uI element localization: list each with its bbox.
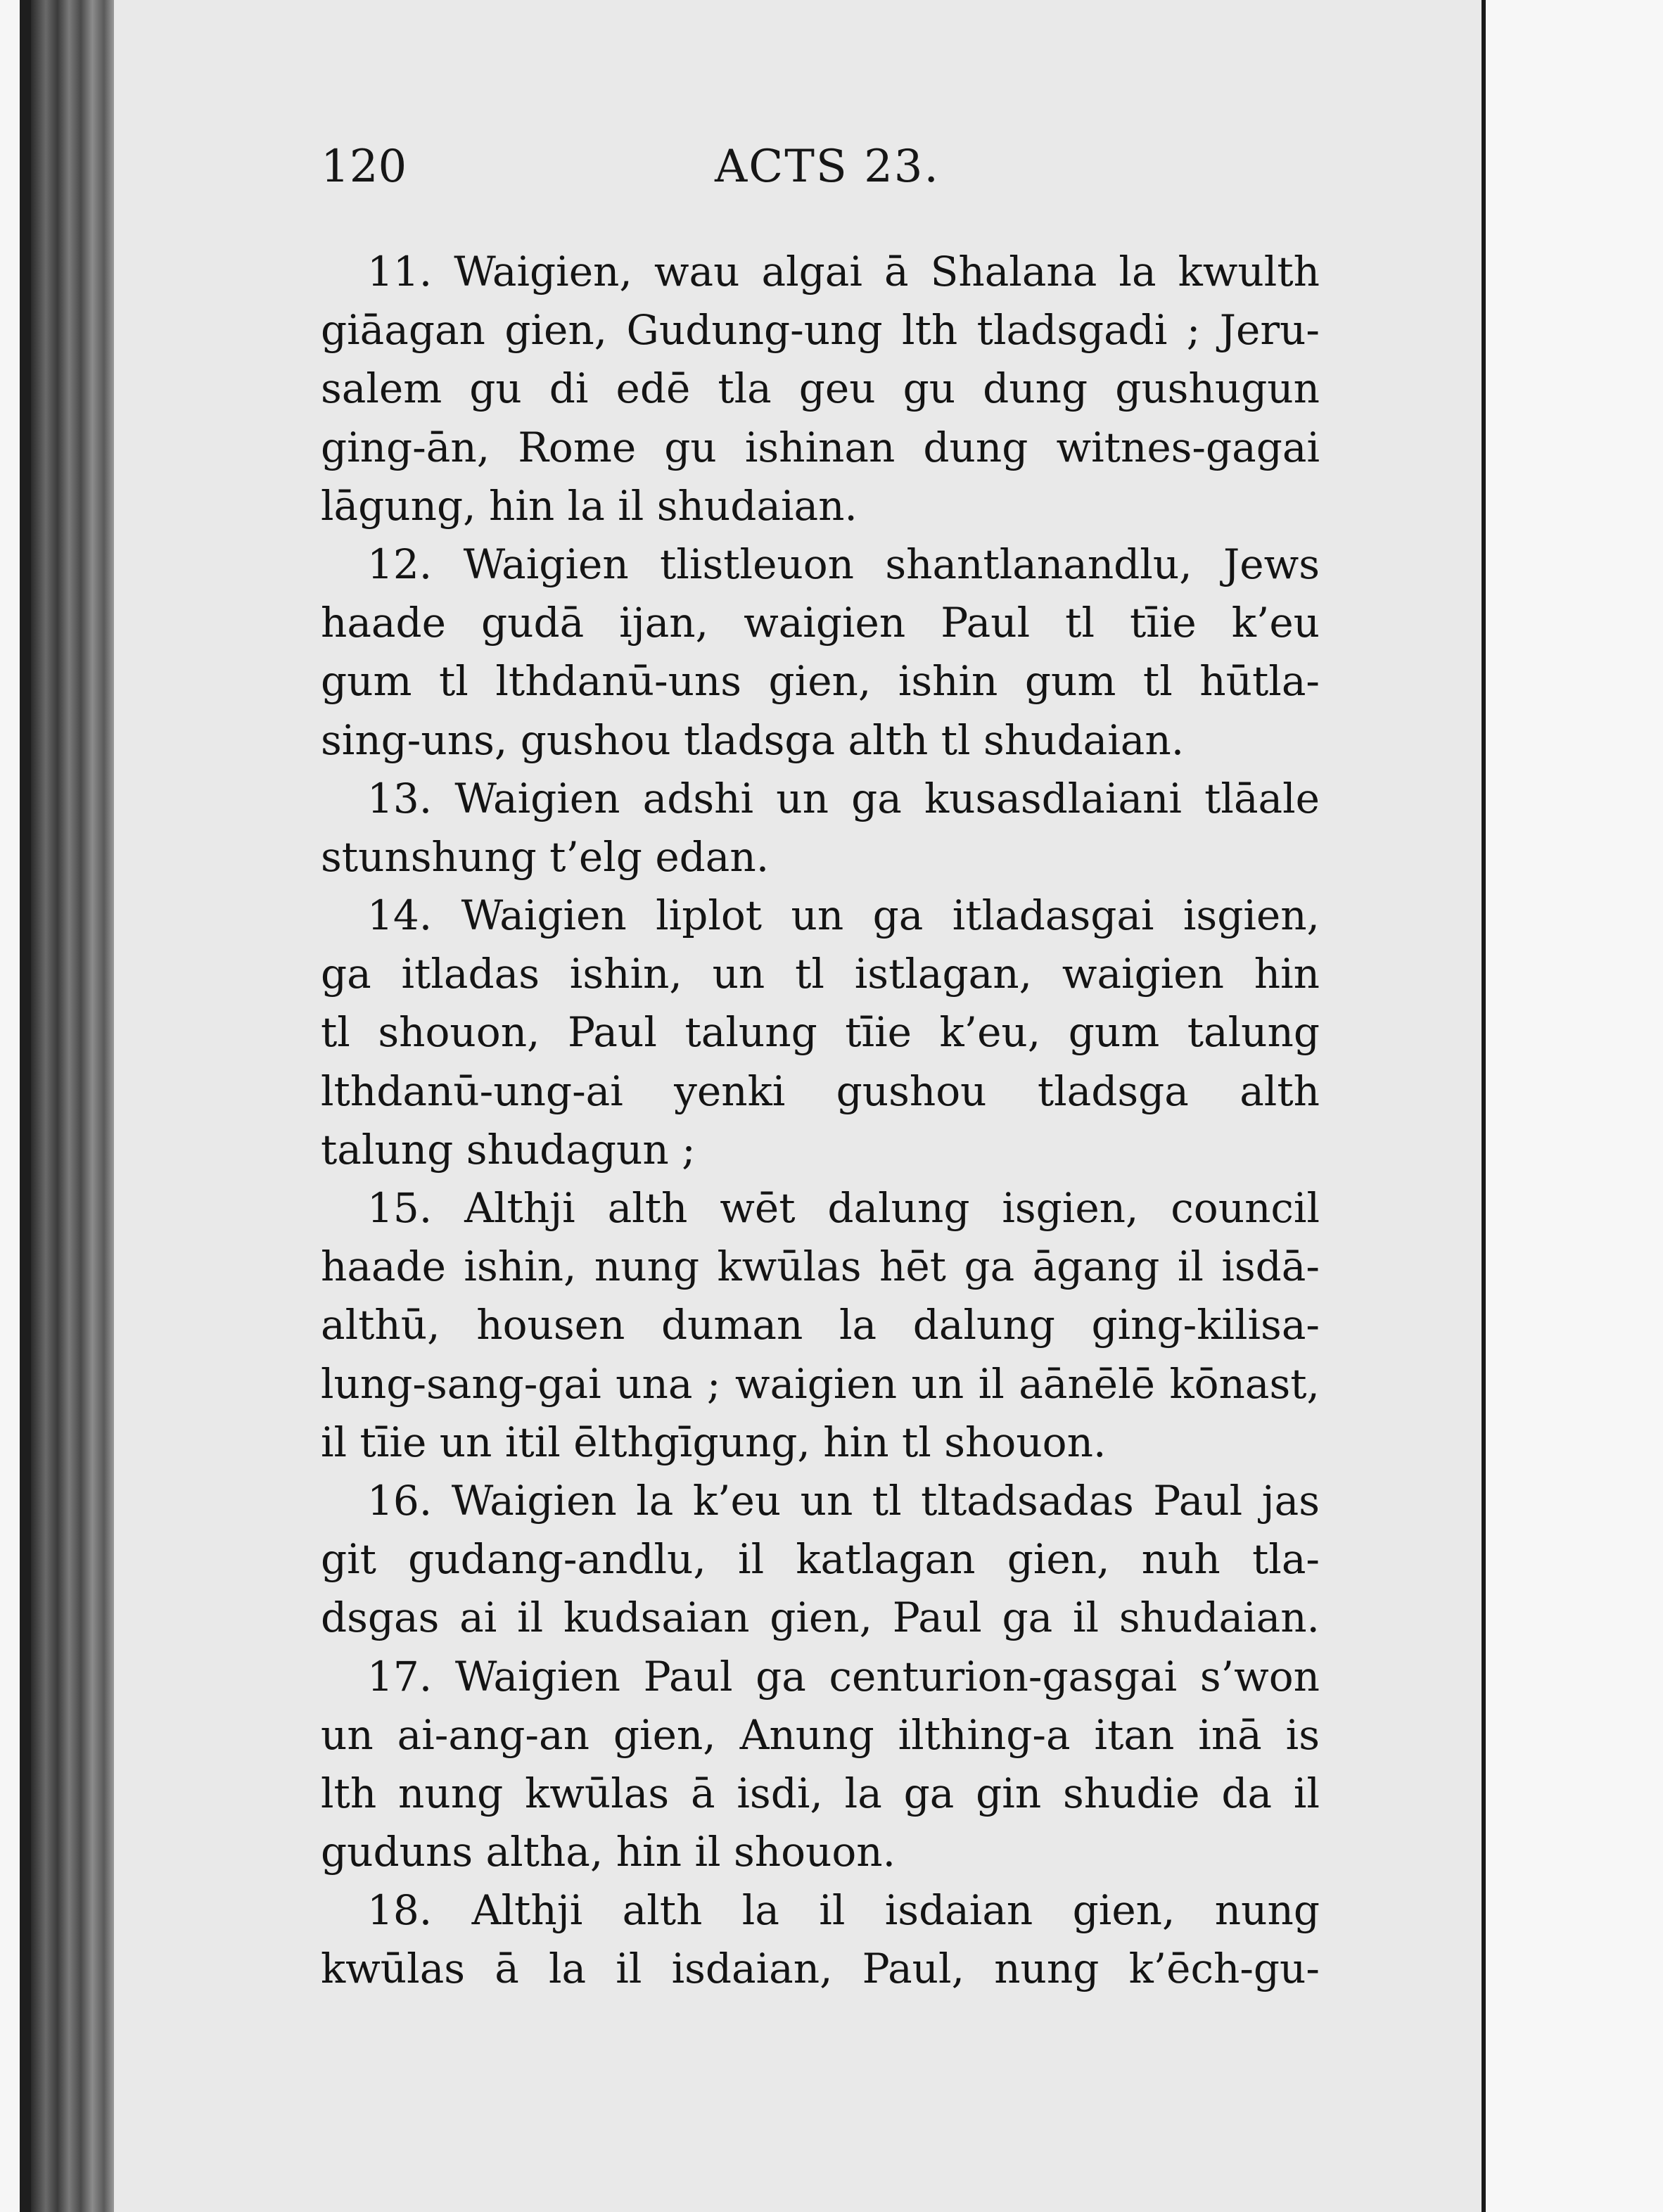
text-line: lth nung kwūlas ā isdi, la ga gin shudie da il	[321, 1769, 1320, 1817]
text-line: kwūlas ā la il isdaian, Paul, nung k’ēch-gu-	[321, 1945, 1320, 1993]
text-line: 16. Waigien la k’eu un tl tltadsadas Paul jas	[367, 1476, 1320, 1525]
text-line: 18. Althji alth la il isdaian gien, nung	[367, 1886, 1320, 1935]
text-line: lthdanū-ung-ai yenki gushou tladsga alth	[321, 1067, 1320, 1115]
text-line: sing-uns, gushou tladsga alth tl shudaian.	[321, 716, 1185, 764]
text-line: 11. Waigien, wau algai ā Shalana la kwulth	[367, 248, 1320, 295]
text-line: 12. Waigien tlistleuon shantlanandlu, Jews	[367, 540, 1320, 588]
text-line: lung-sang-gai una ; waigien un il aānēlē kōnast,	[321, 1359, 1320, 1408]
text-line: ga itladas ishin, un tl istlagan, waigien hin	[321, 950, 1320, 998]
text-line: 13. Waigien adshi un ga kusasdlaiani tlāale	[367, 774, 1320, 822]
text-line: un ai-ang-an gien, Anung ilthing-a itan inā is	[321, 1710, 1320, 1759]
text-line: althū, housen duman la dalung ging-kilisa-	[321, 1301, 1320, 1349]
text-line: haade gudā ijan, waigien Paul tl tīie k’eu	[321, 599, 1320, 647]
running-head	[321, 141, 1320, 197]
text-line: salem gu di edē tla geu gu dung gushugun	[321, 364, 1320, 413]
binding-edge	[20, 0, 31, 2212]
text-line: lāgung, hin la il shudaian.	[321, 481, 858, 530]
text-line: 14. Waigien liplot un ga itladasgai isgien,	[367, 891, 1320, 940]
text-line: dsgas ai il kudsaian gien, Paul ga il shudaian.	[321, 1594, 1320, 1642]
text-line: git gudang-andlu, il katlagan gien, nuh tla-	[321, 1535, 1320, 1584]
text-line: gum tl lthdanū-uns gien, ishin gum tl hūtla-	[321, 657, 1320, 706]
text-line: tl shouon, Paul talung tīie k’eu, gum talung	[321, 1008, 1320, 1057]
text-line: haade ishin, nung kwūlas hēt ga āgang il isdā-	[321, 1242, 1320, 1291]
book-binding	[31, 0, 114, 2212]
page-title: ACTS 23.	[715, 141, 940, 193]
text-line: ging-ān, Rome gu ishinan dung witnes-gagai	[321, 423, 1320, 471]
text-line: stunshung t’elg edan.	[321, 832, 770, 881]
page-number: 120	[321, 141, 407, 193]
text-line: giāagan gien, Gudung-ung lth tladsgadi ; Jeru-	[321, 306, 1320, 355]
text-line: guduns altha, hin il shouon.	[321, 1828, 896, 1876]
verse-text	[321, 243, 1320, 1999]
text-line: talung shudagun ;	[321, 1125, 696, 1174]
outer-margin	[1486, 0, 1663, 2212]
text-line: 15. Althji alth wēt dalung isgien, council	[367, 1184, 1320, 1232]
text-line: il tīie un itil ēlthgīgung, hin tl shouon.	[321, 1418, 1107, 1466]
text-line: 17. Waigien Paul ga centurion-gasgai s’won	[367, 1652, 1320, 1701]
